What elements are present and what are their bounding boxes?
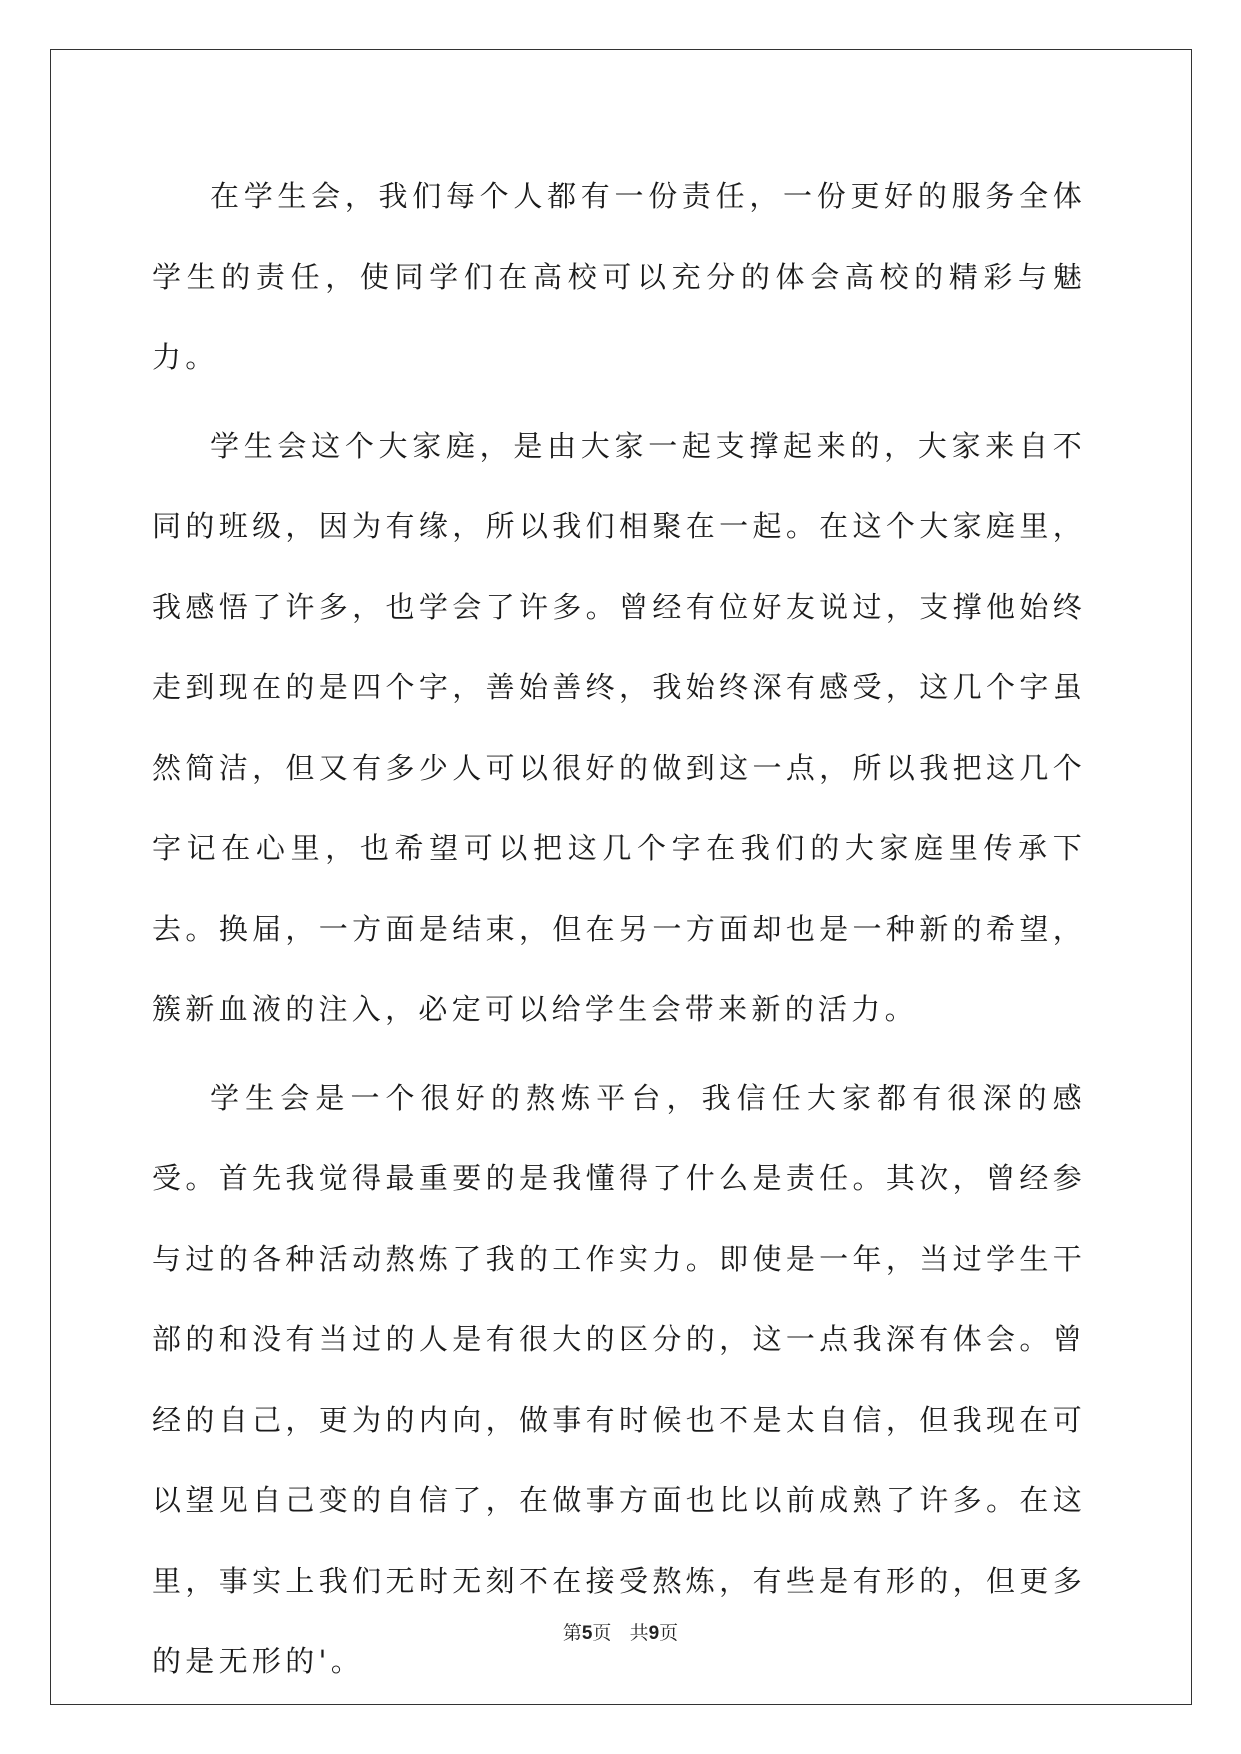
page-prefix: 第 [562,1622,582,1644]
page-footer [0,1618,1241,1645]
page-total-number: 9 [648,1623,660,1644]
page-suffix: 页 [592,1622,612,1644]
page-current-number: 5 [581,1623,593,1644]
document-body [152,156,1086,1710]
paragraph-1: 在学生会，我们每个人都有一份责任，一份更好的服务全体学生的责任，使同学们在高校可以充分的体会高校的精彩与魅力。 [152,179,1086,374]
total-suffix: 页 [659,1622,679,1644]
total-prefix: 共 [629,1622,649,1644]
paragraph-2: 学生会这个大家庭，是由大家一起支撑起来的，大家来自不同的班级，因为有缘，所以我们相聚在一起。在这个大家庭里，我感悟了许多，也学会了许多。曾经有位好友说过，支撑他始终走到现在的是四个字，善始善终，我始终深有感受，这几个字虽然简洁，但又有多少人可以很好的做到这一点，所以我把这几个字记在心里，也希望可以把这几个字在我们的大家庭里传承下去。换届，一方面是结束，但在另一方面却也是一种新的希望，簇新血液的注入，必定可以给学生会带来新的活力。 [152,428,1086,1026]
paragraph-3: 学生会是一个很好的熬炼平台，我信任大家都有很深的感受。首先我觉得最重要的是我懂得了什么是责任。其次，曾经参与过的各种活动熬炼了我的工作实力。即使是一年，当过学生干部的和没有当过的人是有很大的区分的，这一点我深有体会。曾经的自己，更为的内向，做事有时候也不是太自信，但我现在可以望见自己变的自信了，在做事方面也比以前成熟了许多。在这里，事实上我们无时无刻不在接受熬炼，有些是有形的，但更多的是无形的'。 [152,1080,1086,1678]
